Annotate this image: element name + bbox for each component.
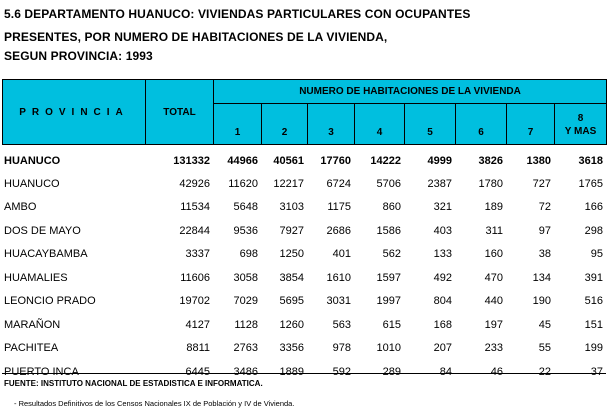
province-name: HUANUCO (4, 177, 60, 190)
header-col-8-number: 8 (577, 113, 584, 124)
province-name: LEONCIO PRADO (4, 295, 96, 308)
province-total: 11534 (180, 201, 210, 214)
rooms-7-value: 22 (538, 365, 551, 378)
rooms-5-value: 2387 (427, 177, 452, 190)
rooms-3-value: 563 (332, 318, 351, 331)
rooms-2-value: 1260 (279, 318, 304, 331)
rooms-7-value: 38 (538, 248, 551, 261)
rooms-4-value: 1010 (376, 342, 401, 355)
rooms-8-value: 1765 (578, 177, 603, 190)
title-line-1: 5.6 DEPARTAMENTO HUANUCO: VIVIENDAS PARTICULARES CON OCUPANTES (4, 7, 471, 21)
header-provincia: PROVINCIA (3, 80, 146, 145)
rooms-8-value: 298 (584, 224, 603, 237)
rooms-8-value: 37 (590, 365, 603, 378)
title-line-2: PRESENTES, POR NUMERO DE HABITACIONES DE LA VIVIENDA, (4, 30, 388, 44)
province-name: PUERTO INCA (4, 365, 79, 378)
rooms-8-value: 3618 (578, 155, 603, 167)
province-name: HUAMALIES (4, 271, 68, 284)
rooms-1-value: 3486 (233, 365, 258, 378)
rooms-6-value: 440 (484, 295, 503, 308)
rooms-8-value: 516 (584, 295, 603, 308)
rooms-3-value: 2686 (326, 224, 351, 237)
rooms-8-value: 95 (590, 248, 603, 261)
rooms-7-value: 727 (532, 177, 551, 190)
rooms-7-value: 134 (532, 271, 551, 284)
rooms-8-value: 391 (584, 271, 603, 284)
title-line-3: SEGUN PROVINCIA: 1993 (4, 49, 153, 63)
rooms-5-value: 4999 (427, 155, 452, 167)
rooms-5-value: 84 (439, 365, 452, 378)
rooms-3-value: 3031 (326, 295, 351, 308)
province-name: DOS DE MAYO (4, 224, 81, 237)
rooms-8-value: 166 (584, 201, 603, 214)
header-col-3: 3 (308, 104, 355, 145)
footer-note: - Resultados Definitivos de los Censos Nacionales IX de Población y IV de Vivienda. (14, 399, 295, 408)
rooms-4-value: 615 (382, 318, 401, 331)
header-col-6: 6 (456, 104, 507, 145)
header-col-8 (555, 104, 607, 145)
rooms-8-value: 199 (584, 342, 603, 355)
province-total: 4127 (185, 318, 210, 331)
rooms-3-value: 6724 (326, 177, 351, 190)
rooms-6-value: 160 (484, 248, 503, 261)
table-row (2, 290, 606, 314)
rooms-7-value: 45 (538, 318, 551, 331)
rooms-4-value: 289 (382, 365, 401, 378)
rooms-1-value: 7029 (233, 295, 258, 308)
header-col-1: 1 (214, 104, 262, 145)
rooms-5-value: 492 (433, 271, 452, 284)
rooms-6-value: 233 (484, 342, 503, 355)
table-row (2, 266, 606, 290)
province-total: 3337 (185, 248, 210, 261)
header-col-7: 7 (507, 104, 555, 145)
rooms-6-value: 311 (485, 224, 503, 237)
header-col-4: 4 (355, 104, 405, 145)
rooms-4-value: 14222 (370, 155, 401, 167)
table-row (2, 172, 606, 196)
table-row (2, 313, 606, 337)
header-total: TOTAL (146, 80, 214, 145)
province-total: 8811 (186, 342, 210, 355)
header-col-2: 2 (262, 104, 308, 145)
rooms-5-value: 403 (433, 224, 452, 237)
rooms-6-value: 189 (484, 201, 503, 214)
province-name: HUANUCO (4, 155, 61, 167)
province-total: 131332 (173, 155, 210, 167)
rooms-1-value: 2763 (233, 342, 258, 355)
rooms-3-value: 592 (332, 365, 351, 378)
rooms-4-value: 5706 (376, 177, 401, 190)
rooms-5-value: 133 (433, 248, 452, 261)
rooms-2-value: 3356 (279, 342, 304, 355)
rooms-2-value: 1889 (279, 365, 304, 378)
province-total: 6445 (185, 365, 210, 378)
header-group: NUMERO DE HABITACIONES DE LA VIVIENDA (214, 80, 607, 104)
province-total: 42926 (179, 177, 210, 190)
rooms-2-value: 5695 (279, 295, 304, 308)
province-total: 11606 (180, 271, 210, 284)
province-name: AMBO (4, 201, 37, 214)
rooms-1-value: 9536 (233, 224, 258, 237)
rooms-2-value: 1250 (279, 248, 304, 261)
rooms-6-value: 46 (490, 365, 503, 378)
rooms-2-value: 3103 (279, 201, 304, 214)
rooms-2-value: 3854 (279, 271, 304, 284)
footer-divider (2, 373, 606, 374)
rooms-7-value: 190 (532, 295, 551, 308)
data-table (2, 150, 606, 384)
province-total: 22844 (179, 224, 210, 237)
rooms-1-value: 44966 (227, 155, 258, 167)
rooms-6-value: 197 (484, 318, 503, 331)
table-row (2, 243, 606, 267)
rooms-4-value: 1997 (376, 295, 401, 308)
table-header (2, 79, 607, 145)
header-col-8-suffix: Y MAS (564, 126, 597, 137)
rooms-3-value: 1175 (327, 201, 351, 214)
rooms-1-value: 5648 (233, 201, 258, 214)
rooms-6-value: 1780 (478, 177, 503, 190)
rooms-1-value: 698 (239, 248, 258, 261)
rooms-8-value: 151 (584, 318, 603, 331)
rooms-1-value: 3058 (233, 271, 258, 284)
table-row (2, 337, 606, 361)
province-total: 19702 (179, 295, 210, 308)
rooms-7-value: 72 (538, 201, 551, 214)
table-row (2, 219, 606, 243)
rooms-3-value: 978 (332, 342, 351, 355)
rooms-7-value: 55 (538, 342, 551, 355)
rooms-4-value: 1586 (376, 224, 401, 237)
rooms-3-value: 401 (332, 248, 351, 261)
province-name: MARAÑON (4, 318, 61, 331)
rooms-5-value: 168 (433, 318, 452, 331)
rooms-6-value: 470 (484, 271, 503, 284)
rooms-1-value: 11620 (228, 177, 258, 190)
rooms-7-value: 97 (538, 224, 551, 237)
rooms-5-value: 207 (433, 342, 452, 355)
rooms-2-value: 7927 (279, 224, 304, 237)
rooms-4-value: 562 (382, 248, 401, 261)
province-name: PACHITEA (4, 342, 59, 355)
rooms-5-value: 321 (433, 201, 452, 214)
footer-source: FUENTE: INSTITUTO NACIONAL DE ESTADISTICA E INFORMATICA. (4, 379, 263, 388)
table-row (2, 196, 606, 220)
header-col-5: 5 (405, 104, 456, 145)
province-name: HUACAYBAMBA (4, 248, 88, 261)
rooms-6-value: 3826 (478, 155, 503, 167)
table-row-total (2, 150, 606, 172)
rooms-1-value: 1128 (234, 318, 258, 331)
rooms-2-value: 40561 (273, 155, 304, 167)
rooms-7-value: 1380 (526, 155, 551, 167)
rooms-3-value: 17760 (320, 155, 351, 167)
rooms-3-value: 1610 (326, 271, 351, 284)
rooms-4-value: 1597 (376, 271, 401, 284)
rooms-5-value: 804 (433, 295, 452, 308)
rooms-4-value: 860 (382, 201, 401, 214)
rooms-2-value: 12217 (273, 177, 304, 190)
